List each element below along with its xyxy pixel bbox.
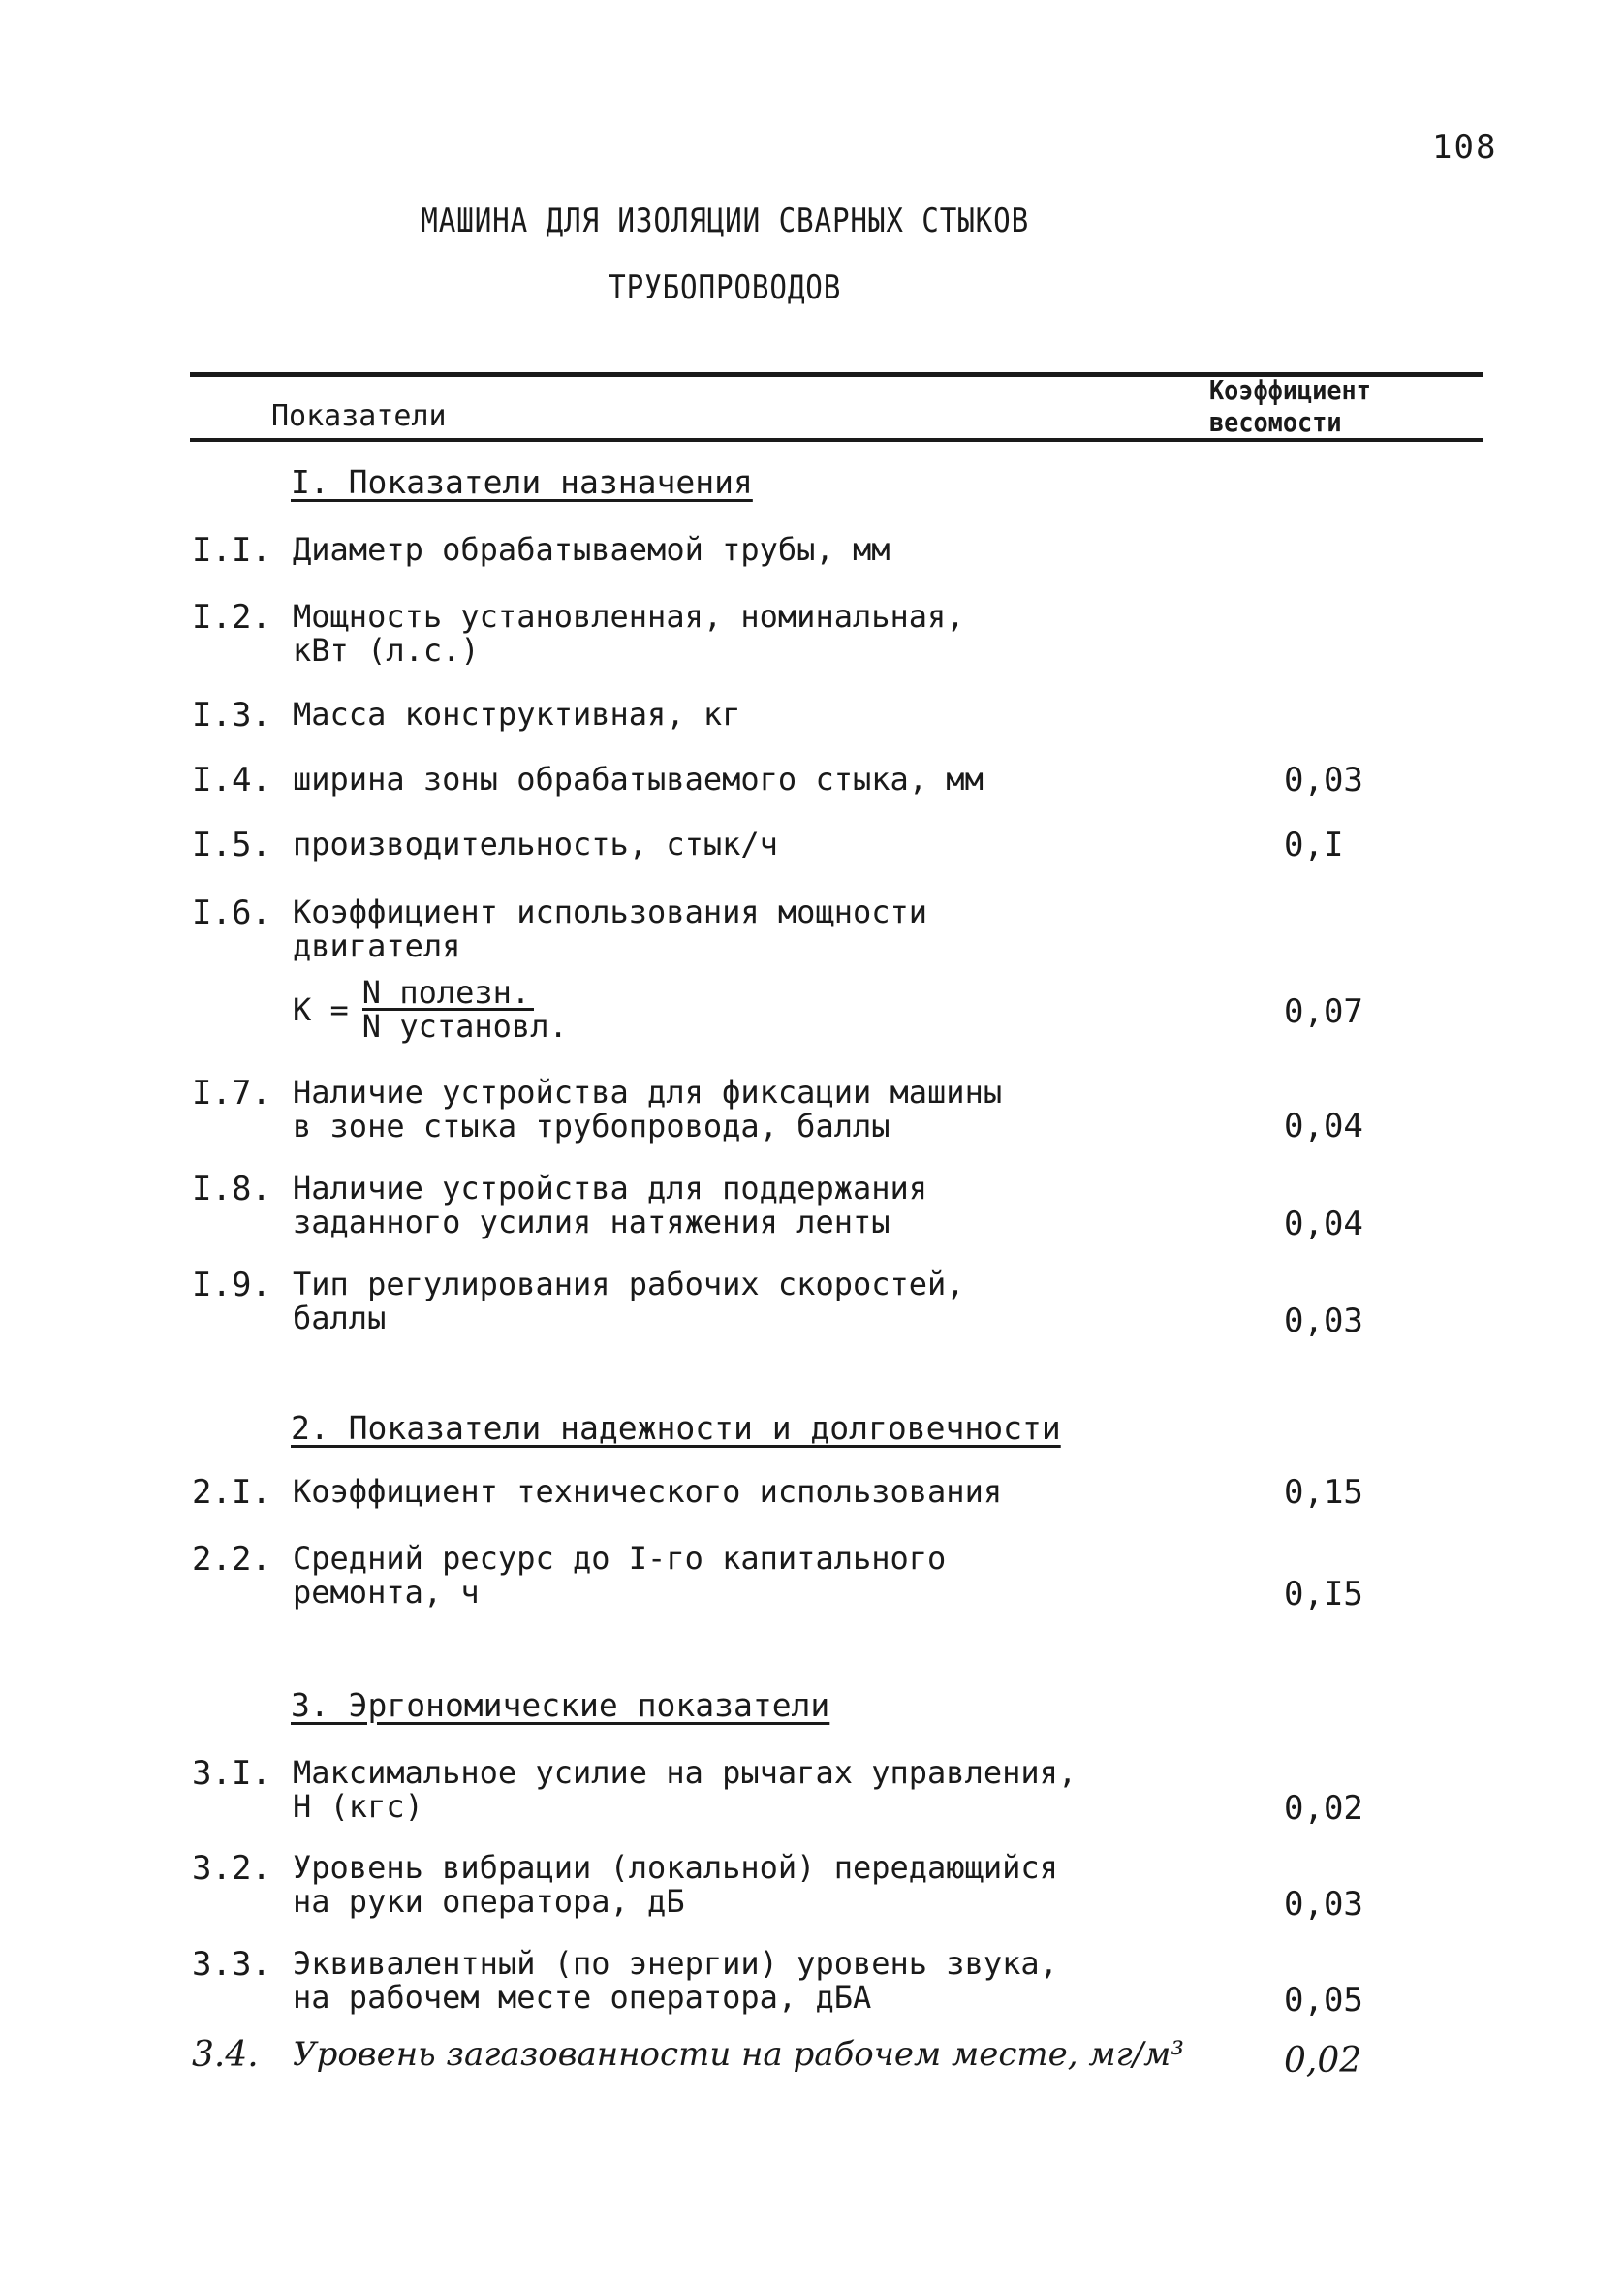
row-text: Наличие устройства для фиксации машины в зоне стыка трубопровода, баллы	[293, 1074, 1003, 1144]
row-weight-value: 0,03	[1284, 1885, 1363, 1924]
row-number: 3.4.	[192, 2035, 259, 2075]
row-number: 3.3.	[192, 1945, 271, 1984]
row-weight-value: 0,02	[1284, 1789, 1363, 1828]
row-number: 3.2.	[192, 1849, 271, 1888]
row-weight-value: 0,03	[1284, 761, 1363, 799]
row-text: Средний ресурс до I-го капитального ремонта, ч	[293, 1540, 947, 1611]
section-title-reliability: 2. Показатели надежности и долговечности	[291, 1409, 1061, 1447]
column-header-weight-line2: весомости	[1209, 406, 1342, 438]
row-text: Уровень загазованности на рабочем месте, мг/м³	[293, 2035, 1184, 2074]
row-number: 2.I.	[192, 1473, 271, 1512]
row-number: 2.2.	[192, 1540, 271, 1579]
row-text: Максимальное усилие на рычагах управления, Н (кгс)	[293, 1754, 1077, 1825]
row-number: I.2.	[192, 598, 271, 637]
section-title-ergonomics: 3. Эргономические показатели	[291, 1686, 830, 1724]
row-text: Коэффициент использования мощности двигателя	[293, 893, 928, 964]
row-weight-value: 0,I	[1284, 826, 1344, 864]
row-text: Эквивалентный (по энергии) уровень звука, на рабочем месте оператора, дБА	[293, 1945, 1058, 2016]
row-text: Диаметр обрабатываемой трубы, мм	[293, 531, 890, 568]
row-weight-value: 0,04	[1284, 1205, 1363, 1243]
row-text: Наличие устройства для поддержания заданного усилия натяжения ленты	[293, 1170, 928, 1240]
formula-numerator: N полезн.	[362, 977, 534, 1011]
row-number: I.8.	[192, 1170, 271, 1208]
row-number: 3.I.	[192, 1754, 271, 1793]
utilization-formula	[293, 974, 568, 1045]
column-header-weight	[1209, 374, 1371, 438]
row-text: Масса конструктивная, кг	[293, 696, 741, 733]
row-weight-value: 0,I5	[1284, 1575, 1363, 1614]
document-title: МАШИНА ДЛЯ ИЗОЛЯЦИИ СВАРНЫХ СТЫКОВ	[421, 202, 1030, 240]
row-number: I.3.	[192, 696, 271, 735]
row-text: Тип регулирования рабочих скоростей, баллы	[293, 1266, 965, 1336]
row-number: I.5.	[192, 826, 271, 864]
row-weight-value: 0,15	[1284, 1473, 1363, 1512]
column-header-indicators: Показатели	[271, 399, 447, 433]
document-subtitle: ТРУБОПРОВОДОВ	[609, 268, 842, 307]
row-weight-value: 0,02	[1284, 2041, 1362, 2081]
row-weight-value: 0,07	[1284, 992, 1363, 1031]
row-text: Коэффициент технического использования	[293, 1473, 1003, 1510]
formula-fraction	[361, 974, 568, 1045]
row-number: I.4.	[192, 761, 271, 799]
section-title-purpose: I. Показатели назначения	[291, 463, 753, 501]
row-number: I.6.	[192, 893, 271, 932]
column-header-weight-line1: Коэффициент	[1209, 374, 1371, 406]
formula-k: К =	[293, 990, 349, 1028]
row-number: I.7.	[192, 1074, 271, 1113]
row-text: Уровень вибрации (локальной) передающийся на руки оператора, дБ	[293, 1849, 1058, 1920]
row-text: ширина зоны обрабатываемого стыка, мм	[293, 761, 984, 798]
row-number: I.I.	[192, 531, 271, 570]
row-weight-value: 0,05	[1284, 1981, 1363, 2020]
formula-denominator: N установл.	[361, 1008, 568, 1045]
page-number: 108	[1432, 128, 1498, 167]
row-weight-value: 0,03	[1284, 1301, 1363, 1340]
row-weight-value: 0,04	[1284, 1107, 1363, 1145]
table-header-rule	[190, 438, 1483, 442]
row-text: производительность, стык/ч	[293, 826, 778, 862]
row-text: Мощность установленная, номинальная, кВт (л.с.)	[293, 598, 965, 669]
row-number: I.9.	[192, 1266, 271, 1304]
